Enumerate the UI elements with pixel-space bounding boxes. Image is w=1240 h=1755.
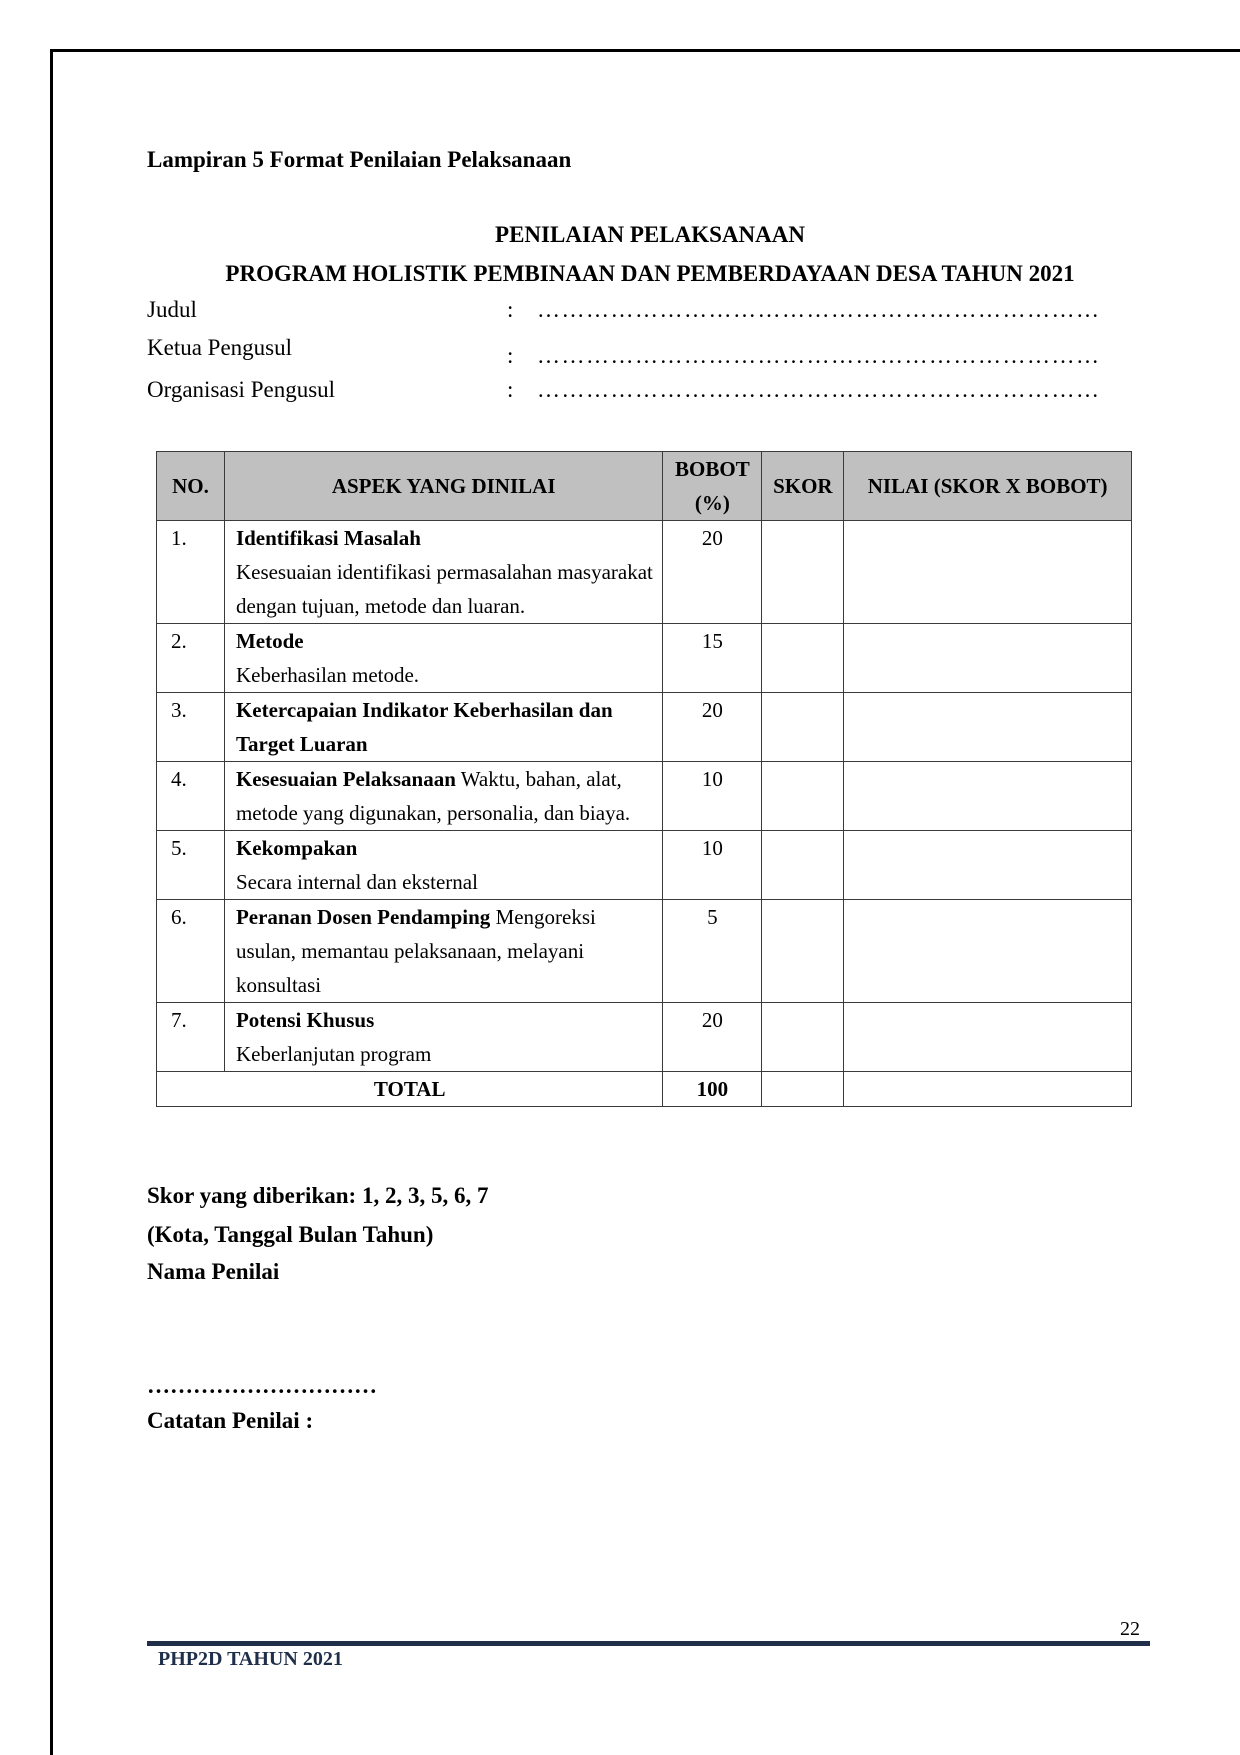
- aspect-description: Secara internal dan eksternal: [235, 870, 478, 894]
- table-row: [157, 624, 1132, 693]
- aspect-title: Peranan Dosen Pendamping: [235, 905, 491, 929]
- row-skor-cell[interactable]: [762, 1003, 844, 1072]
- aspect-title: Potensi Khusus: [235, 1008, 375, 1032]
- row-no: 7.: [157, 1003, 225, 1072]
- row-nilai-cell[interactable]: [844, 521, 1132, 624]
- row-bobot: 20: [663, 1003, 762, 1072]
- row-skor-cell[interactable]: [762, 624, 844, 693]
- row-no: 1.: [157, 521, 225, 624]
- row-no: 2.: [157, 624, 225, 693]
- field-fill-dots: ……………………………………………………………: [537, 297, 1101, 322]
- field-fill-dots: ……………………………………………………………: [537, 343, 1101, 368]
- header-skor: SKOR: [762, 452, 844, 521]
- row-skor-cell[interactable]: [762, 831, 844, 900]
- row-bobot: 5: [663, 900, 762, 1003]
- aspect-description: Waktu, bahan, alat, metode yang digunakan, personalia, dan biaya.: [235, 767, 631, 825]
- row-no: 5.: [157, 831, 225, 900]
- row-aspek: [224, 900, 662, 1003]
- row-aspek: [224, 624, 662, 693]
- assessor-name-label: Nama Penilai: [147, 1259, 280, 1284]
- field-colon: :: [507, 297, 514, 322]
- assessor-notes-label: Catatan Penilai :: [147, 1408, 314, 1433]
- row-skor-cell[interactable]: [762, 900, 844, 1003]
- total-skor-cell[interactable]: [762, 1072, 844, 1107]
- appendix-heading: Lampiran 5 Format Penilaian Pelaksanaan: [147, 147, 572, 172]
- footer-text: PHP2D TAHUN 2021: [158, 1648, 343, 1670]
- field-label: Judul: [147, 297, 197, 322]
- aspect-title: Identifikasi Masalah: [235, 526, 421, 550]
- table-row: [157, 900, 1132, 1003]
- row-aspek: [224, 762, 662, 831]
- table-row: [157, 1003, 1132, 1072]
- aspect-description: Kesesuaian identifikasi permasalahan masyarakat dengan tujuan, metode dan luaran.: [235, 560, 653, 618]
- row-nilai-cell[interactable]: [844, 831, 1132, 900]
- row-nilai-cell[interactable]: [844, 762, 1132, 831]
- aspect-title: Kekompakan: [235, 836, 358, 860]
- row-no: 3.: [157, 693, 225, 762]
- row-aspek: [224, 831, 662, 900]
- field-ketua-pengusul: [147, 335, 1101, 368]
- row-nilai-cell[interactable]: [844, 1003, 1132, 1072]
- aspect-title: Metode: [235, 629, 304, 653]
- row-aspek: [224, 1003, 662, 1072]
- table-row: [157, 831, 1132, 900]
- row-skor-cell[interactable]: [762, 521, 844, 624]
- field-label: Ketua Pengusul: [147, 335, 293, 360]
- header-no: NO.: [157, 452, 225, 521]
- total-nilai-cell[interactable]: [844, 1072, 1132, 1107]
- total-label: TOTAL: [157, 1072, 663, 1107]
- aspect-description: Mengoreksi usulan, memantau pelaksanaan, melayani konsultasi: [235, 905, 596, 997]
- page-frame-left-border: [50, 49, 53, 1755]
- field-fill-dots: ……………………………………………………………: [537, 377, 1101, 402]
- header-bobot-line1: BOBOT: [675, 457, 750, 481]
- row-aspek: [224, 693, 662, 762]
- field-judul: [147, 297, 1101, 323]
- row-nilai-cell[interactable]: [844, 624, 1132, 693]
- program-title: PROGRAM HOLISTIK PEMBINAAN DAN PEMBERDAYAAN DESA TAHUN 2021: [225, 261, 1075, 286]
- field-colon: :: [507, 343, 514, 368]
- form-title: PENILAIAN PELAKSANAAN: [495, 222, 805, 247]
- row-bobot: 20: [663, 693, 762, 762]
- row-skor-cell[interactable]: [762, 693, 844, 762]
- row-skor-cell[interactable]: [762, 762, 844, 831]
- page-frame-top-border: [50, 49, 1240, 52]
- header-aspek: ASPEK YANG DINILAI: [224, 452, 662, 521]
- place-date-line: (Kota, Tanggal Bulan Tahun): [147, 1222, 434, 1247]
- row-bobot: 10: [663, 831, 762, 900]
- signature-dots: …………………………: [147, 1373, 377, 1398]
- field-organisasi-pengusul: [147, 377, 1101, 403]
- field-label: Organisasi Pengusul: [147, 377, 336, 402]
- total-bobot: 100: [663, 1072, 762, 1107]
- row-aspek: [224, 521, 662, 624]
- table-row: [157, 693, 1132, 762]
- row-no: 4.: [157, 762, 225, 831]
- table-row: [157, 521, 1132, 624]
- score-scale-note: Skor yang diberikan: 1, 2, 3, 5, 6, 7: [147, 1183, 489, 1208]
- aspect-title: Kesesuaian Pelaksanaan: [235, 767, 456, 791]
- row-bobot: 10: [663, 762, 762, 831]
- row-nilai-cell[interactable]: [844, 693, 1132, 762]
- footer-rule: [147, 1641, 1150, 1646]
- aspect-description: Keberlanjutan program: [235, 1042, 432, 1066]
- row-nilai-cell[interactable]: [844, 900, 1132, 1003]
- page-number: 22: [1120, 1618, 1140, 1640]
- aspect-title: Ketercapaian Indikator Keberhasilan dan Target Luaran: [235, 698, 613, 756]
- header-nilai: NILAI (SKOR X BOBOT): [844, 452, 1132, 521]
- header-bobot-line2: (%): [694, 491, 730, 515]
- header-bobot: [663, 452, 762, 521]
- table-row: [157, 762, 1132, 831]
- table-header-row: [157, 452, 1132, 521]
- row-bobot: 20: [663, 521, 762, 624]
- assessment-table: [156, 451, 1132, 1107]
- table-total-row: [157, 1072, 1132, 1107]
- field-colon: :: [507, 377, 514, 402]
- row-no: 6.: [157, 900, 225, 1003]
- row-bobot: 15: [663, 624, 762, 693]
- aspect-description: Keberhasilan metode.: [235, 663, 420, 687]
